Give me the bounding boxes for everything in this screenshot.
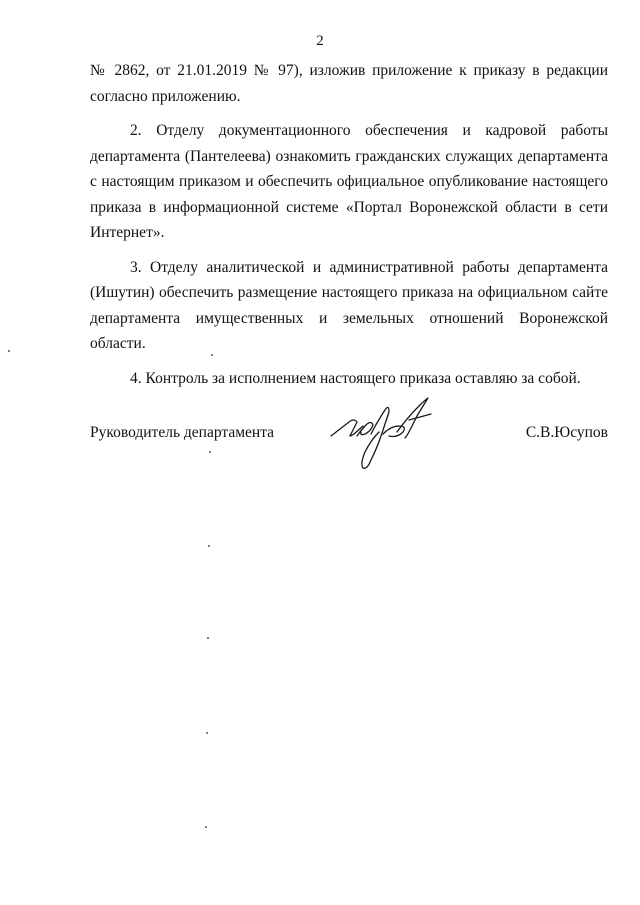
scan-speck — [211, 354, 213, 356]
scan-speck — [207, 637, 209, 639]
scan-speck — [209, 451, 211, 453]
scan-speck — [206, 732, 208, 734]
paragraph-item-4: 4. Контроль за исполнением настоящего приказа оставляю за собой. — [130, 369, 581, 387]
scan-speck — [8, 350, 10, 352]
scan-speck — [208, 545, 210, 547]
paragraph-item-2: 2. Отделу документационного обеспечения и кадровой работы департамента (Пантелеева) ознакомить гражданских служащих департамента с настоящим приказом и обеспечить официальное опубликование настоящего приказа в информационной системе «Портал Воронежской области в сети Интернет». — [90, 122, 608, 241]
signer-name: С.В.Юсупов — [525, 424, 608, 441]
signer-title: Руководитель департамента — [90, 424, 275, 441]
paragraph-continuation: № 2862, от 21.01.2019 № 97), изложив приложение к приказу в редакции согласно приложению. — [90, 62, 608, 105]
document-body — [90, 58, 608, 400]
handwritten-signature — [327, 392, 439, 476]
paragraph-item-3: 3. Отделу аналитической и административной работы департамента (Ишутин) обеспечить размещение настоящего приказа на официальном сайте департамента имущественных и земельных отношений Воронежской области. — [90, 258, 608, 352]
page-number: 2 — [316, 33, 324, 49]
scan-speck — [205, 826, 207, 828]
